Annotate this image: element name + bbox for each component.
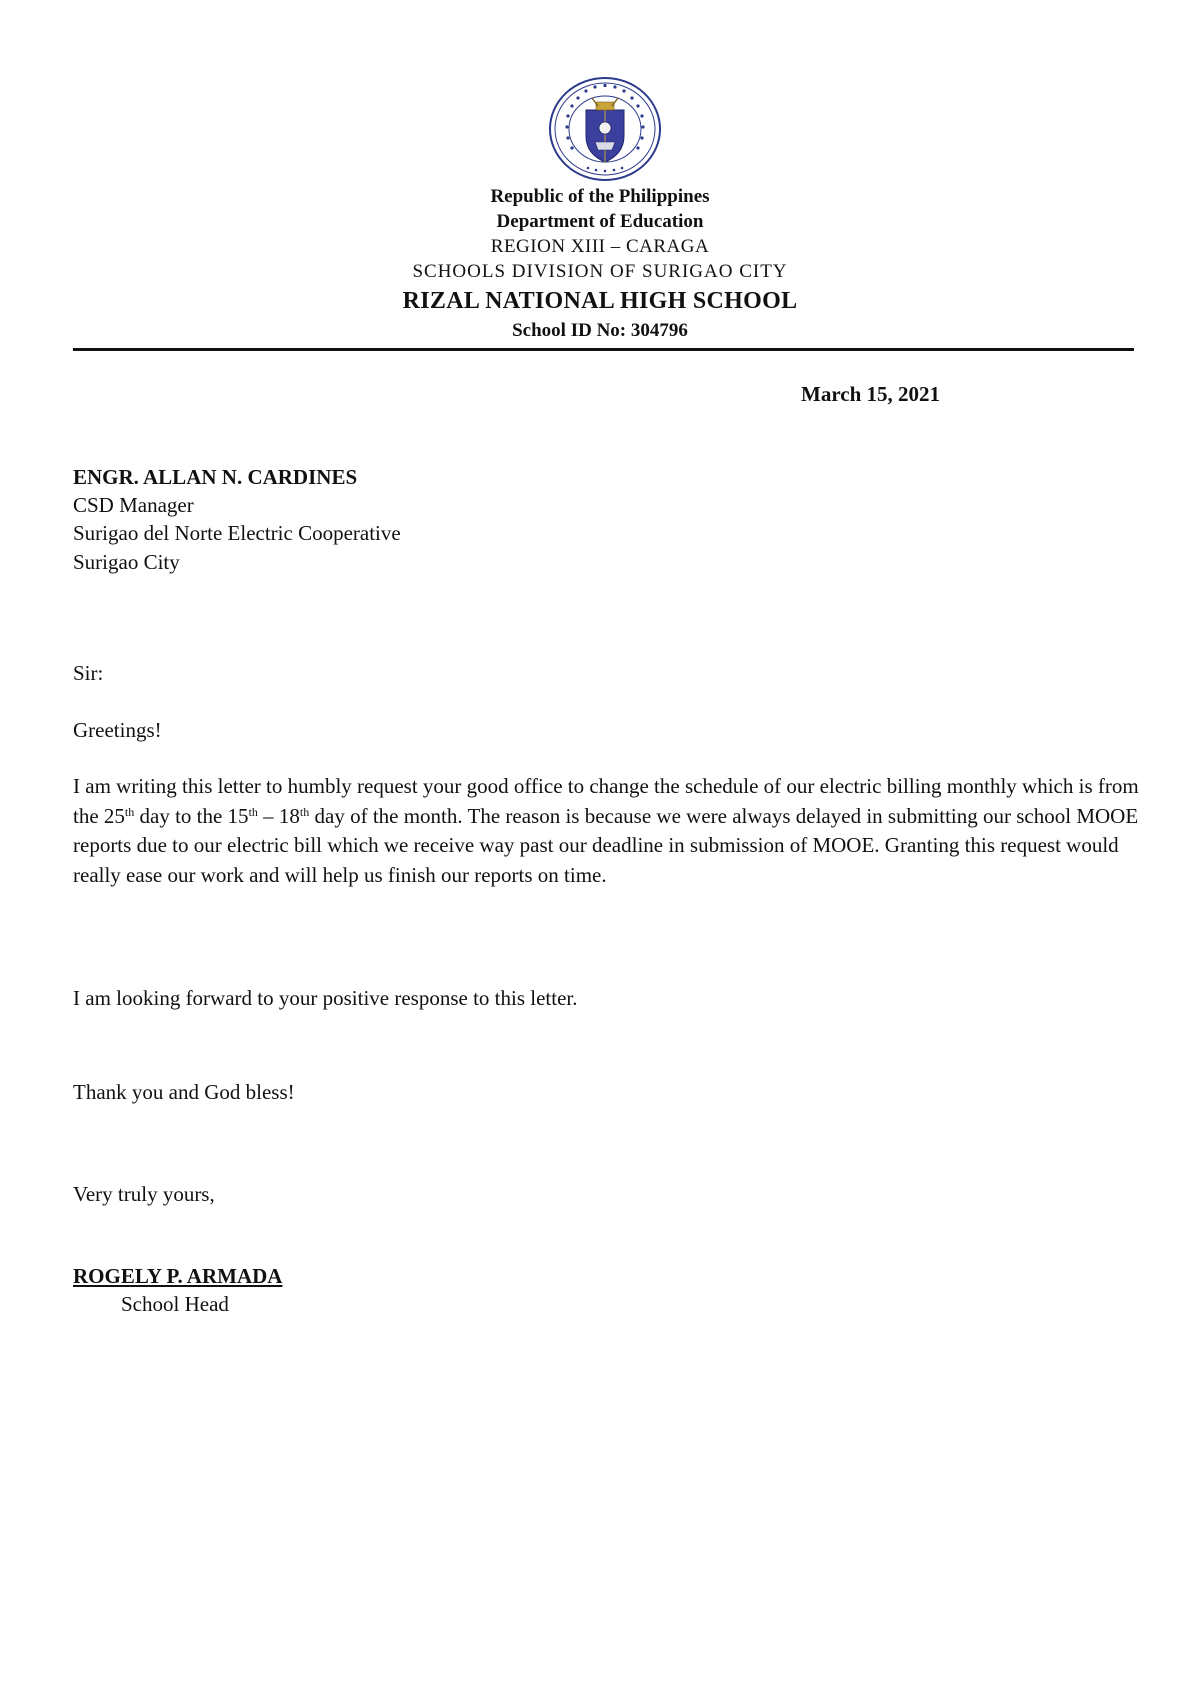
- body-text-4: day of the month. The reason is because we were always delayed in submitting our school MOOE reports due to our electric bill which we receive way past our deadline in submission of MOOE. Granting this request would really ease our work and will help us finish our reports on time.: [73, 803, 1139, 887]
- signatory-name: ROGELY P. ARMADA: [73, 1264, 283, 1288]
- ordinal-suffix: th: [248, 804, 258, 819]
- letterhead-department: Department of Education: [496, 211, 704, 232]
- recipient-title: CSD Manager: [73, 493, 194, 517]
- letter-date: March 15, 2021: [801, 382, 941, 406]
- recipient-name: ENGR. ALLAN N. CARDINES: [73, 465, 358, 489]
- body-text-3: – 18: [257, 803, 300, 828]
- closing-thanks: Thank you and God bless!: [73, 1080, 295, 1104]
- greeting: Greetings!: [73, 718, 162, 742]
- closing-line: I am looking forward to your positive response to this letter.: [73, 986, 578, 1010]
- body-text-1: I am writing this letter to humbly request your good office to change the schedule of our electric billing monthly which is from the 25: [73, 774, 1139, 828]
- recipient-organization: Surigao del Norte Electric Cooperative: [73, 521, 401, 545]
- valediction: Very truly yours,: [73, 1182, 215, 1206]
- header-divider: [73, 348, 1134, 351]
- letterhead-division: SCHOOLS DIVISION OF SURIGAO CITY: [412, 261, 788, 282]
- ordinal-suffix: th: [124, 804, 135, 819]
- recipient-city: Surigao City: [73, 550, 180, 574]
- body-text-2: day to the 15: [134, 803, 249, 828]
- letterhead-region: REGION XIII – CARAGA: [490, 236, 710, 257]
- letterhead-school-id: School ID No: 304796: [512, 320, 688, 341]
- body-paragraph: [73, 772, 1148, 890]
- ordinal-suffix: th: [299, 804, 310, 819]
- deped-seal-icon: [548, 76, 662, 182]
- signatory-title: School Head: [121, 1292, 229, 1316]
- salutation: Sir:: [73, 661, 104, 685]
- letterhead-republic: Republic of the Philippines: [490, 186, 710, 207]
- letterhead-school-name: RIZAL NATIONAL HIGH SCHOOL: [402, 288, 798, 314]
